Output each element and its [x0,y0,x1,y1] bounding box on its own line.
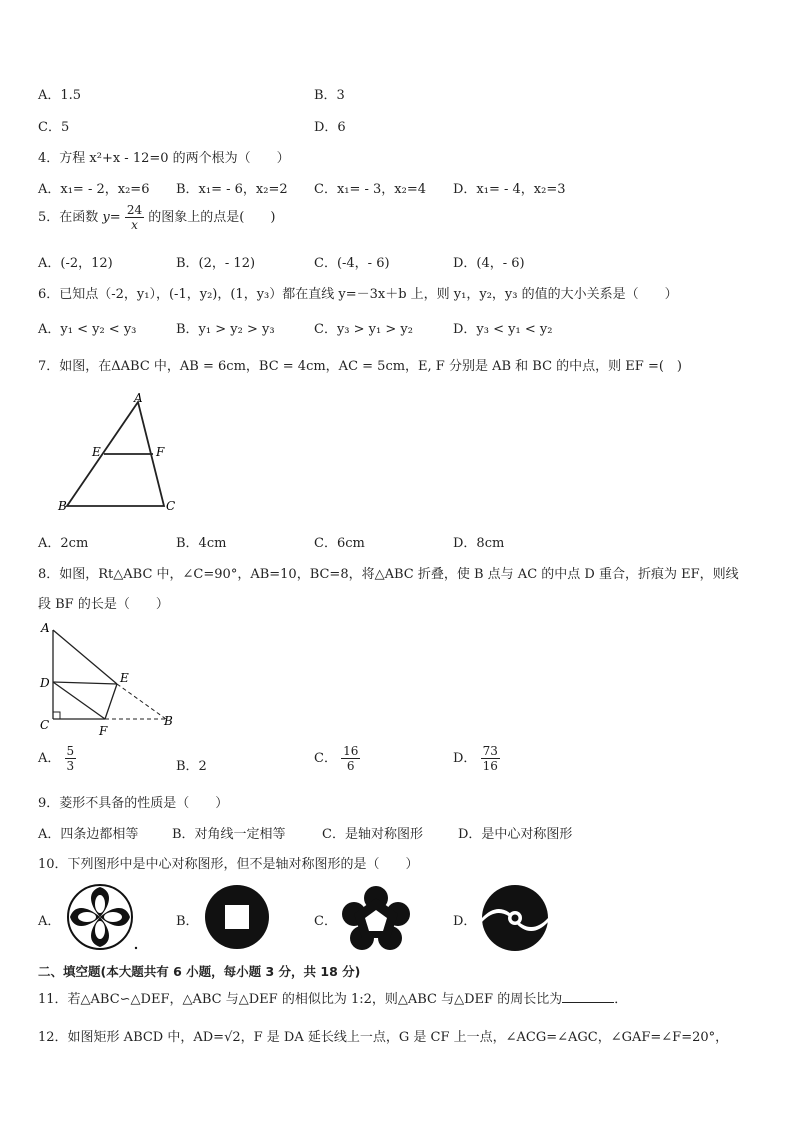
q10-figure-c-pentagon-flower [340,884,412,950]
q11-stem-text: 11．若△ABC∽△DEF，△ABC 与△DEF 的相似比为 1:2，则△ABC 与△DEF 的周长比为 [38,992,563,1007]
q4-option-c: C．x₁= - 3，x₂=4 [314,182,427,197]
q8-label-d: D [40,676,50,690]
q8-option-d-fraction [481,744,500,773]
q9-option-c: C．是轴对称图形 [322,827,423,842]
q10-option-d-label: D． [453,914,477,929]
q8-label-f: F [99,724,108,738]
q8-option-d-num: 73 [482,744,498,758]
q6-option-c: C．y₃ > y₁ > y₂ [314,322,413,337]
q8-option-c-fraction [341,744,360,773]
q7-triangle-figure [50,390,190,515]
q5-numerator: 24 [126,203,143,217]
q3-option-b: B．3 [314,88,345,103]
q10-figure-d-swirl [479,884,551,952]
q5-stem-pre: 5．在函数 [38,210,99,225]
q8-stem-line1: 8．如图，Rt△ABC 中，∠C=90°，AB=10，BC=8，将△ABC 折叠，使 B 点与 AC 的中点 D 重合，折痕为 EF，则线 [38,567,739,582]
q5-stem [38,203,275,232]
q8-dashed-eb [117,684,166,719]
q5-denominator: x [131,218,138,232]
q11-stem [38,988,627,1007]
q6-option-d: D．y₃ < y₁ < y₂ [453,322,553,337]
q8-option-c-den: 6 [346,759,355,773]
q6-option-b: B．y₁ > y₂ > y₃ [176,322,275,337]
q9-stem: 9．菱形不具备的性质是（ ） [38,796,229,811]
q11-answer-blank[interactable] [562,990,614,1003]
q5-option-d: D．(4，- 6) [453,256,525,271]
q7-option-c: C．6cm [314,536,365,551]
q8-option-d-den: 16 [482,759,498,773]
q8-option-c-num: 16 [343,744,359,758]
q8-option-a-num: 5 [66,744,75,758]
q8-option-b: B．2 [176,759,207,774]
q8-option-a-prefix: A． [38,751,61,766]
q8-side-ae [53,630,117,684]
q7-label-b: B [58,499,67,513]
q4-option-a: A．x₁= - 2，x₂=6 [38,182,150,197]
q3-option-d: D．6 [314,120,346,135]
section-fill-in-header: 二、填空题(本大题共有 6 小题，每小题 3 分，共 18 分) [38,964,361,979]
q7-option-a: A．2cm [38,536,89,551]
q4-option-d: D．x₁= - 4，x₂=3 [453,182,566,197]
q3-option-c: C．5 [38,120,70,135]
q9-option-d: D．是中心对称图形 [458,827,573,842]
q8-label-b: B [164,714,173,728]
q8-option-a [38,744,76,773]
q5-option-c: C．(-4，- 6) [314,256,390,271]
q10-option-c-label: C． [314,914,337,929]
q7-label-a: A [134,391,143,405]
q6-option-a: A．y₁ < y₂ < y₃ [38,322,137,337]
q10-option-b-label: B． [176,914,199,929]
q10-stem: 10．下列图形中是中心对称图形，但不是轴对称图形的是（ ） [38,857,419,872]
q9-option-a: A．四条边都相等 [38,827,139,842]
q6-stem: 6．已知点（-2，y₁），(-1，y₂)，(1，y₃）都在直线 y=－3x＋b 上，则 y₁，y₂，y₃ 的值的大小关系是（ ） [38,287,678,302]
q8-option-a-den: 3 [66,759,75,773]
q8-stem-line2: 段 BF 的长是（ ） [38,597,169,612]
q9-option-b: B．对角线一定相等 [172,827,286,842]
q5-option-a: A．(-2，12) [38,256,113,271]
q5-eq: = [109,210,121,225]
q5-option-b: B．(2，- 12) [176,256,256,271]
q3-option-a: A．1.5 [38,88,82,103]
q8-option-d-prefix: D． [453,751,477,766]
q8-fold-figure [36,620,186,740]
q8-segment-de [53,682,117,684]
q12-stem: 12．如图矩形 ABCD 中，AD=√2，F 是 DA 延长线上一点，G 是 CF 上一点，∠ACG=∠AGC，∠GAF=∠F=20°， [38,1030,729,1045]
q7-option-d: D．8cm [453,536,505,551]
q4-stem: 4．方程 x²+x - 12=0 的两个根为（ ） [38,151,290,166]
q5-y: y [102,210,110,225]
q8-segment-df [53,682,105,719]
q4-option-b: B．x₁= - 6，x₂=2 [176,182,288,197]
q8-fold-ef [105,684,117,719]
q8-label-a: A [41,621,50,635]
q8-right-angle-mark [53,712,60,719]
q5-fraction [125,203,144,232]
q10-figure-b-coin [203,884,271,950]
q5-stem-post: 的图象上的点是( ) [148,210,276,225]
q7-label-f: F [156,445,165,459]
q11-stem-end: ． [614,992,628,1007]
q8-option-d [453,744,500,773]
q8-label-c: C [40,718,50,732]
q8-option-c [314,744,360,773]
q8-label-e: E [120,671,129,685]
q10-option-a-label: A． [38,914,61,929]
q10-figure-a-circle-petals [66,884,138,952]
q7-label-c: C [166,499,176,513]
q8-option-a-fraction [65,744,77,773]
q7-option-b: B．4cm [176,536,227,551]
q7-stem: 7．如图，在ΔABC 中，AB = 6cm，BC = 4cm，AC = 5cm，E, F 分别是 AB 和 BC 的中点，则 EF =( ) [38,359,682,374]
q8-option-c-prefix: C． [314,751,337,766]
q7-label-e: E [92,445,101,459]
